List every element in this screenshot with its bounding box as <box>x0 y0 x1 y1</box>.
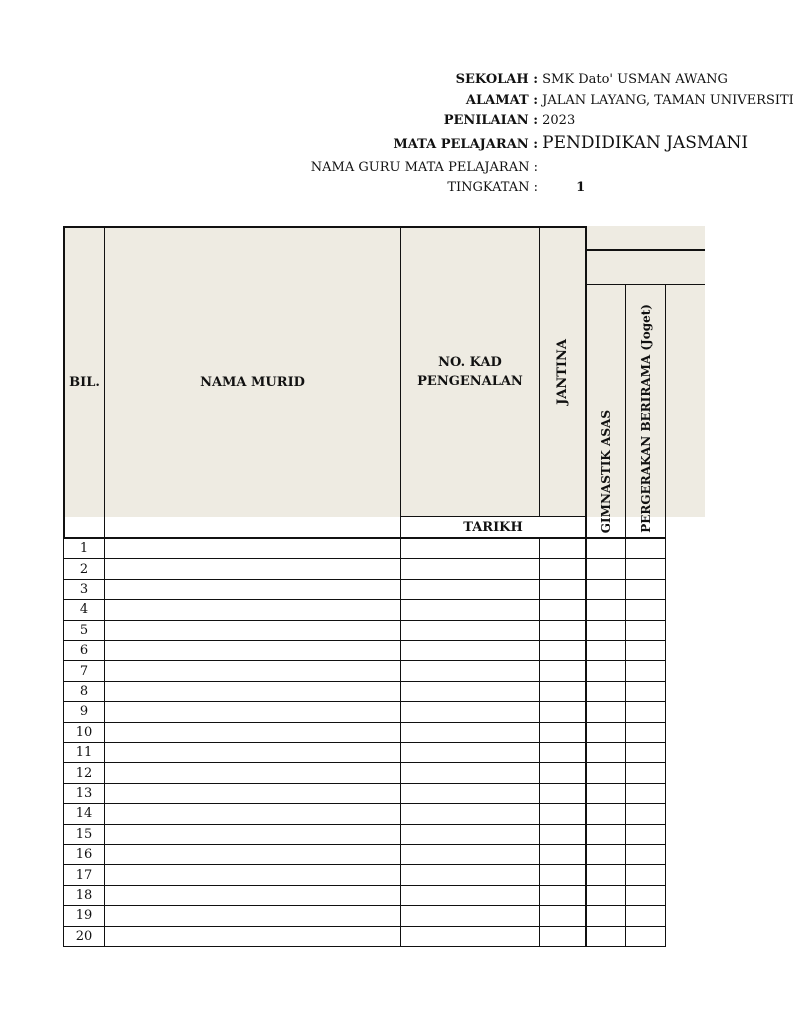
cell-jantina[interactable] <box>539 824 586 845</box>
cell-nama[interactable] <box>104 538 401 559</box>
cell-bil <box>63 905 105 926</box>
cell-nama[interactable] <box>104 824 401 845</box>
cell-kad[interactable] <box>400 722 540 743</box>
cell-gimnastik[interactable] <box>585 701 626 722</box>
row-number: 17 <box>75 867 93 883</box>
cell-kad[interactable] <box>400 620 540 641</box>
header-tarikh: TARIKH <box>400 516 586 539</box>
cell-jantina[interactable] <box>539 742 586 763</box>
row-number: 10 <box>75 724 93 740</box>
cell-pergerakan[interactable] <box>625 722 666 743</box>
cell-jantina[interactable] <box>539 905 586 926</box>
cell-pergerakan[interactable] <box>625 701 666 722</box>
cell-nama[interactable] <box>104 701 401 722</box>
cell-gimnastik[interactable] <box>585 824 626 845</box>
cell-gimnastik[interactable] <box>585 599 626 620</box>
cell-gimnastik[interactable] <box>585 579 626 600</box>
cell-gimnastik[interactable] <box>585 640 626 661</box>
cell-nama[interactable] <box>104 660 401 681</box>
cell-nama[interactable] <box>104 599 401 620</box>
cell-jantina[interactable] <box>539 926 586 947</box>
cell-gimnastik[interactable] <box>585 783 626 804</box>
row-number: 5 <box>79 622 89 638</box>
cell-kad[interactable] <box>400 864 540 885</box>
cell-kad[interactable] <box>400 783 540 804</box>
row-number: 8 <box>79 683 89 699</box>
cell-kad[interactable] <box>400 558 540 579</box>
cell-jantina[interactable] <box>539 579 586 600</box>
row-number: 20 <box>75 928 93 944</box>
header-gimnastik-label: GIMNASTIK ASAS <box>599 409 613 533</box>
cell-kad[interactable] <box>400 762 540 783</box>
cell-nama[interactable] <box>104 905 401 926</box>
cell-gimnastik[interactable] <box>585 885 626 906</box>
header-no-kad-line1: NO. KAD <box>438 355 502 370</box>
cell-kad[interactable] <box>400 599 540 620</box>
cell-kad[interactable] <box>400 844 540 865</box>
cell-kad[interactable] <box>400 701 540 722</box>
header-no-kad <box>400 226 540 517</box>
cell-nama[interactable] <box>104 640 401 661</box>
row-number: 7 <box>79 663 89 679</box>
mata-pelajaran-label: MATA PELAJARAN : <box>393 137 538 152</box>
row-number: 19 <box>75 908 93 924</box>
cell-pergerakan[interactable] <box>625 558 666 579</box>
cell-kad[interactable] <box>400 640 540 661</box>
cell-nama[interactable] <box>104 681 401 702</box>
cell-gimnastik[interactable] <box>585 926 626 947</box>
cell-gimnastik[interactable] <box>585 864 626 885</box>
row-number: 12 <box>75 765 93 781</box>
cell-gimnastik[interactable] <box>585 844 626 865</box>
cell-nama[interactable] <box>104 885 401 906</box>
header-group-top <box>585 226 705 251</box>
cell-jantina[interactable] <box>539 620 586 641</box>
penilaian-label: PENILAIAN : <box>443 113 538 128</box>
mata-pelajaran-line <box>300 133 748 155</box>
cell-nama[interactable] <box>104 722 401 743</box>
cell-bil <box>63 620 105 641</box>
cell-bil <box>63 558 105 579</box>
cell-gimnastik[interactable] <box>585 905 626 926</box>
cell-kad[interactable] <box>400 660 540 681</box>
cell-bil <box>63 538 105 559</box>
cell-pergerakan[interactable] <box>625 824 666 845</box>
cell-nama[interactable] <box>104 742 401 763</box>
cell-bil <box>63 762 105 783</box>
cell-kad[interactable] <box>400 803 540 824</box>
cell-bil <box>63 681 105 702</box>
alamat-value: JALAN LAYANG, TAMAN UNIVERSITI <box>542 93 794 108</box>
cell-gimnastik[interactable] <box>585 660 626 681</box>
header-bil: BIL. <box>63 226 105 539</box>
cell-pergerakan[interactable] <box>625 783 666 804</box>
cell-nama[interactable] <box>104 579 401 600</box>
cell-jantina[interactable] <box>539 864 586 885</box>
cell-gimnastik[interactable] <box>585 742 626 763</box>
header-group-mid <box>585 250 705 285</box>
cell-bil <box>63 864 105 885</box>
cell-jantina[interactable] <box>539 844 586 865</box>
cell-kad[interactable] <box>400 579 540 600</box>
cell-pergerakan[interactable] <box>625 681 666 702</box>
cell-jantina[interactable] <box>539 803 586 824</box>
cell-bil <box>63 885 105 906</box>
cell-pergerakan[interactable] <box>625 742 666 763</box>
tingkatan-label: TINGKATAN : <box>447 180 538 195</box>
sekolah-line <box>300 70 728 90</box>
cell-kad[interactable] <box>400 905 540 926</box>
header-pergerakan-label: PERGERAKAN BERIRAMA (Joget) <box>638 304 653 533</box>
cell-jantina[interactable] <box>539 558 586 579</box>
cell-kad[interactable] <box>400 538 540 559</box>
cell-nama[interactable] <box>104 762 401 783</box>
cell-gimnastik[interactable] <box>585 803 626 824</box>
row-number: 13 <box>75 785 93 801</box>
row-number: 2 <box>79 561 89 577</box>
row-number: 3 <box>79 581 89 597</box>
cell-gimnastik[interactable] <box>585 722 626 743</box>
cell-bil <box>63 803 105 824</box>
cell-bil <box>63 722 105 743</box>
cell-bil <box>63 599 105 620</box>
cell-pergerakan[interactable] <box>625 640 666 661</box>
cell-pergerakan[interactable] <box>625 803 666 824</box>
cell-kad[interactable] <box>400 926 540 947</box>
header-no-kad-line2: PENGENALAN <box>417 374 523 389</box>
row-number: 15 <box>75 826 93 842</box>
cell-nama[interactable] <box>104 926 401 947</box>
row-number: 14 <box>75 806 93 822</box>
cell-gimnastik[interactable] <box>585 681 626 702</box>
cell-nama[interactable] <box>104 803 401 824</box>
cell-kad[interactable] <box>400 885 540 906</box>
cell-pergerakan[interactable] <box>625 864 666 885</box>
cell-jantina[interactable] <box>539 783 586 804</box>
cell-pergerakan[interactable] <box>625 599 666 620</box>
cell-nama[interactable] <box>104 620 401 641</box>
alamat-line <box>300 91 794 111</box>
cell-jantina[interactable] <box>539 681 586 702</box>
cell-pergerakan[interactable] <box>625 579 666 600</box>
row-number: 11 <box>75 745 93 761</box>
cell-jantina[interactable] <box>539 701 586 722</box>
row-number: 16 <box>75 847 93 863</box>
cell-bil <box>63 640 105 661</box>
penilaian-line <box>300 111 575 131</box>
row-number: 1 <box>79 541 89 557</box>
cell-gimnastik[interactable] <box>585 762 626 783</box>
row-number: 9 <box>79 704 89 720</box>
tingkatan-line <box>300 178 585 198</box>
cell-pergerakan[interactable] <box>625 762 666 783</box>
cell-bil <box>63 701 105 722</box>
header-jantina-label: JANTINA <box>555 339 570 405</box>
cell-jantina[interactable] <box>539 538 586 559</box>
cell-nama[interactable] <box>104 864 401 885</box>
cell-bil <box>63 824 105 845</box>
cell-pergerakan[interactable] <box>625 905 666 926</box>
cell-pergerakan[interactable] <box>625 660 666 681</box>
sekolah-label: SEKOLAH : <box>455 72 538 87</box>
cell-nama[interactable] <box>104 844 401 865</box>
alamat-label: ALAMAT : <box>465 93 538 108</box>
cell-jantina[interactable] <box>539 762 586 783</box>
header-nama-murid: NAMA MURID <box>104 226 401 539</box>
cell-jantina[interactable] <box>539 885 586 906</box>
cell-pergerakan[interactable] <box>625 844 666 865</box>
cell-jantina[interactable] <box>539 722 586 743</box>
sekolah-value: SMK Dato' USMAN AWANG <box>542 72 728 87</box>
cell-nama[interactable] <box>104 558 401 579</box>
row-number: 4 <box>79 602 89 618</box>
cell-bil <box>63 660 105 681</box>
cell-kad[interactable] <box>400 681 540 702</box>
cell-pergerakan[interactable] <box>625 620 666 641</box>
cell-gimnastik[interactable] <box>585 538 626 559</box>
cell-pergerakan[interactable] <box>625 538 666 559</box>
cell-bil <box>63 579 105 600</box>
cell-bil <box>63 926 105 947</box>
nama-guru-label: NAMA GURU MATA PELAJARAN : <box>310 160 538 175</box>
header-gimnastik <box>585 284 626 539</box>
nama-guru-line <box>300 158 538 178</box>
header-jantina <box>539 226 586 517</box>
row-number: 6 <box>79 643 89 659</box>
row-number: 18 <box>75 887 93 903</box>
cell-jantina[interactable] <box>539 660 586 681</box>
cell-kad[interactable] <box>400 742 540 763</box>
cell-jantina[interactable] <box>539 640 586 661</box>
cell-gimnastik[interactable] <box>585 620 626 641</box>
cell-nama[interactable] <box>104 783 401 804</box>
header-pergerakan <box>625 284 666 539</box>
tingkatan-value: 1 <box>576 180 586 195</box>
cell-pergerakan[interactable] <box>625 926 666 947</box>
cell-jantina[interactable] <box>539 599 586 620</box>
cell-bil <box>63 844 105 865</box>
cell-pergerakan[interactable] <box>625 885 666 906</box>
mata-pelajaran-value: PENDIDIKAN JASMANI <box>542 133 749 153</box>
cell-bil <box>63 742 105 763</box>
cell-bil <box>63 783 105 804</box>
cell-gimnastik[interactable] <box>585 558 626 579</box>
cell-kad[interactable] <box>400 824 540 845</box>
penilaian-value: 2023 <box>542 113 576 128</box>
